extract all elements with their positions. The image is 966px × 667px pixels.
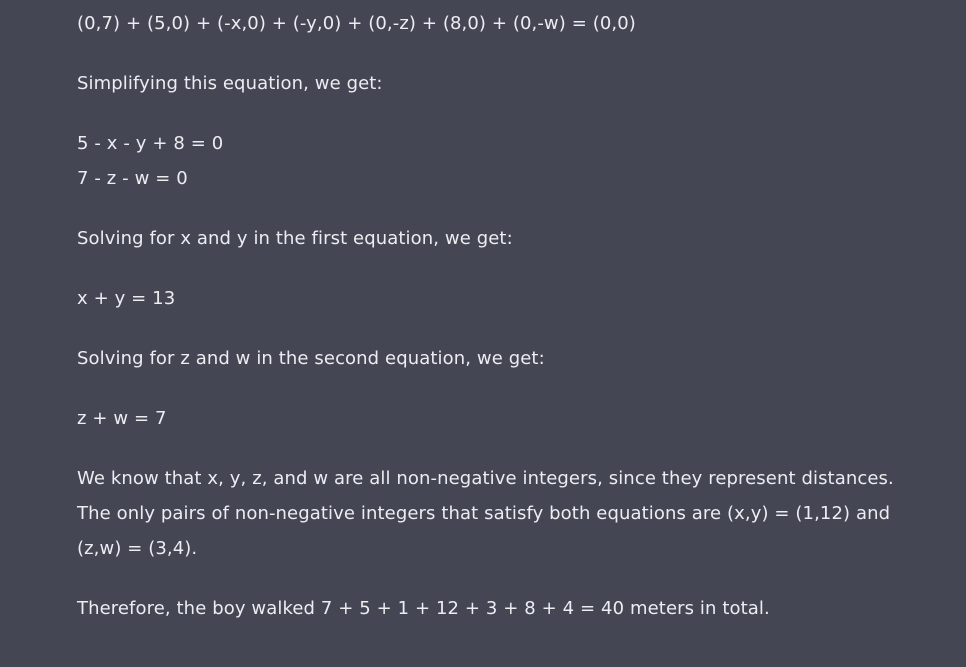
reasoning-line-2: The only pairs of non-negative integers that satisfy both equations are (x,y) = (1,12) and xyxy=(77,503,891,524)
vector-equation-line: (0,7) + (5,0) + (-x,0) + (-y,0) + (0,-z) + (8,0) + (0,-w) = (0,0) xyxy=(77,13,636,34)
paragraph-gap xyxy=(77,316,907,341)
paragraph-gap xyxy=(77,566,907,591)
simplifying-text: Simplifying this equation, we get: xyxy=(77,73,383,94)
solve-xy-text: Solving for x and y in the first equation, we get: xyxy=(77,228,513,249)
equation-2: 7 - z - w = 0 xyxy=(77,168,188,189)
reasoning-paragraph xyxy=(77,461,907,566)
result-zw: z + w = 7 xyxy=(77,408,167,429)
paragraph-gap xyxy=(77,256,907,281)
solve-zw-text: Solving for z and w in the second equation, we get: xyxy=(77,348,545,369)
conclusion-text: Therefore, the boy walked 7 + 5 + 1 + 12 + 3 + 8 + 4 = 40 meters in total. xyxy=(77,598,770,619)
paragraph-gap xyxy=(77,436,907,461)
result-xy: x + y = 13 xyxy=(77,288,176,309)
paragraph-gap xyxy=(77,196,907,221)
reasoning-line-1: We know that x, y, z, and w are all non-negative integers, since they represent distances. xyxy=(77,468,894,489)
reasoning-line-3: (z,w) = (3,4). xyxy=(77,538,198,559)
paragraph-gap xyxy=(77,376,907,401)
paragraph-gap xyxy=(77,101,907,126)
equation-1: 5 - x - y + 8 = 0 xyxy=(77,133,224,154)
message-body xyxy=(77,0,907,626)
paragraph-gap xyxy=(77,41,907,66)
